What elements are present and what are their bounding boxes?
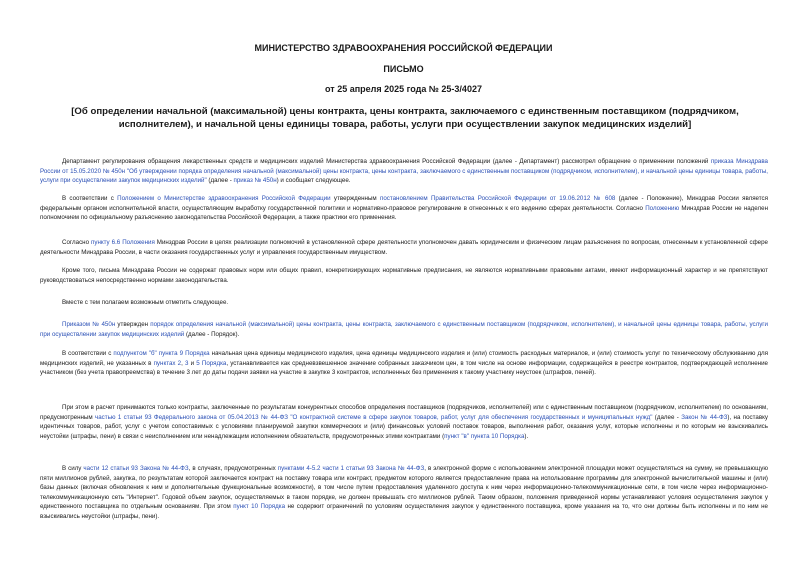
document-link[interactable]: приказа Минздрава России от 15.05.2020 № 450н "Об утверждении порядка определения начальной (максимальной) цены контракта, цены контракта, заключаемого с единственным поставщиком (подрядчиком, исполнителем), и начальной цены единицы товара, работы, услуги при осуществлении закупок медицинских изделий"	[40, 158, 768, 185]
paragraph-text: , устанавливается как средневзвешенное значение собранных заказчиком цен, в том числе на основе информации, содержащейся в реестре контрактов, подтверждающей исполнение участником (без учета правопреемства) в течение 3 лет до даты подачи заявки на участие в закупке 3 контрактов, исполненных без применения к такому участнику неустоек (штрафов, пеней).	[40, 359, 768, 377]
paragraph-text: и	[188, 359, 197, 367]
paragraph-text: (далее - Порядок).	[184, 330, 240, 338]
document-link[interactable]: Положению	[645, 204, 680, 212]
paragraph-3	[40, 238, 768, 257]
paragraph-text: (далее -	[206, 177, 234, 185]
ministry-heading: МИНИСТЕРСТВО ЗДРАВООХРАНЕНИЯ РОССИЙСКОЙ ФЕДЕРАЦИИ	[254, 43, 553, 53]
paragraph-text: Кроме того, письма Минздрава России не содержат правовых норм или общих правил, конкретизирующих нормативные предписания, не являются нормативными правовыми актами, имеют информационный характер и не препятствуют руководствоваться непосредственно нормами законодательства.	[40, 267, 768, 284]
document-link[interactable]: пункт "в" пункта 10 Порядка	[444, 432, 525, 440]
document-title: [Об определении начальной (максимальной) цены контракта, цены контракта, заключаемого с единственным поставщиком (подрядчиком, исполнителем), и начальной цены единицы товара, работы, услуги при осуществлении закупок медицинских изделий]	[71, 106, 739, 130]
paragraph-text: утвержден	[115, 321, 151, 328]
document-link[interactable]: пункт 10 Порядка	[233, 503, 286, 511]
document-link[interactable]: Закон № 44-ФЗ	[681, 413, 728, 421]
paragraph-text: ,	[181, 359, 186, 367]
document-link[interactable]: приказ № 450н	[233, 177, 277, 185]
paragraph-text: Минздрав России не наделен полномочием по официальному разъяснению законодательства Российской Федерации, а также практики его применения.	[40, 204, 768, 222]
date-number-heading: от 25 апреля 2025 года № 25-3/4027	[325, 84, 482, 94]
document-link[interactable]: порядок определения начальной (максимальной) цены контракта, цены контракта, заключаемого с единственным поставщиком (подрядчиком, исполнителем), и начальной цены единицы товара, работы, услуги при осуществлении закупок медицинских изделий	[40, 321, 769, 338]
paragraph-text: ).	[524, 432, 529, 440]
paragraph-text: ) и сообщает следующее.	[276, 177, 351, 185]
paragraph-text: ), на поставку идентичных товаров, работ, услуг с учетом сопоставимых с условиями планируемой закупки коммерческих и (или) финансовых условий поставок товаров, выполнения работ, оказания услуг, которые исполнены и по которым не взыскивались неустойки (штрафы, пени) в связи с неисполнением или ненадлежащим исполнением обязательств, предусмотренных этими контрактами (	[40, 413, 769, 440]
document-link[interactable]: части 12 статьи 93 Закона № 44-ФЗ	[83, 465, 189, 472]
paragraph-text: Согласно	[62, 239, 92, 246]
document-link[interactable]: подпунктом "б" пункта 9 Порядка	[113, 350, 210, 357]
document-link[interactable]: пунктах 2	[153, 359, 182, 367]
paragraph-5	[40, 298, 768, 308]
paragraph-text: утвержденным	[330, 195, 380, 202]
paragraph-text: При этом в расчет принимаются только контракты, заключенные по результатам конкурентных способов определения поставщиков (подрядчиков, исполнителей) или с единственным поставщиком (подрядчиком, исполнителем) по основаниям, предусмотренным	[40, 404, 768, 421]
paragraph-6	[40, 320, 768, 339]
paragraph-text: не содержит ограничений по условиям осуществления закупок у единственного поставщика, кроме указания на то, что они должны быть исполнены и по ним не взыскивались неустойки (штрафы, пени).	[40, 503, 768, 520]
paragraph-2	[40, 194, 768, 223]
paragraph-text: Минздрав России в целях реализации полномочий в установленной сфере деятельности уполномочен давать юридическим и физическим лицам разъяснения по вопросам, отнесенным к установленной сфере деятельности Минздрава России, в части оказания государственных услуг и управления государственным имуществом.	[40, 239, 768, 256]
document-link[interactable]: Приказом № 450н	[62, 321, 116, 328]
paragraph-text: Департамент регулирования обращения лекарственных средств и медицинских изделий Министерства здравоохранения Российской Федерации (далее - Департамент) рассмотрел обращение о применении положений	[62, 158, 711, 165]
document-link[interactable]: Положением о Министерстве здравоохранения Российской Федерации	[117, 195, 331, 202]
paragraph-8	[40, 403, 768, 441]
paragraph-text: , в случаях, предусмотренных	[188, 465, 278, 472]
paragraph-text: (далее - Положение), Минздрав России является федеральным органом исполнительной власти, осуществляющим выработку государственной политики и нормативно-правовое регулирование в отнесенных к его ведению сферах деятельности. Согласно	[40, 195, 769, 212]
document-link[interactable]: постановлением Правительства Российской Федерации от 19.06.2012 № 608	[379, 195, 616, 202]
document-link[interactable]: пункту 6.6 Положения	[91, 239, 155, 246]
paragraph-text: начальная цена единицы медицинского изделия, цена единицы медицинского изделия и (или) стоимость расходных материалов, и (или) стоимость услуг по техническому обслуживанию для медицинских изделий, не указанных в	[40, 350, 769, 367]
paragraph-text: (далее -	[652, 413, 682, 421]
document-link[interactable]: 3	[185, 359, 189, 367]
document-link[interactable]: частью 1 статьи 93 Федерального закона от 05.04.2013 № 44-ФЗ "О контрактной системе в сфере закупок товаров, работ, услуг для обеспечения государственных и муниципальных нужд"	[95, 413, 653, 421]
paragraph-7	[40, 349, 768, 378]
paragraph-text: В силу	[62, 465, 84, 472]
paragraph-9	[40, 464, 768, 522]
document-link[interactable]: пунктами 4-5.2 части 1 статьи 93 Закона № 44-ФЗ	[277, 465, 425, 472]
paragraph-1	[40, 157, 768, 186]
paragraph-text: , в электронной форме с использованием электронной площадки может осуществляться на сумму, не превышающую пяти миллионов рублей, закупка, по результатам которой заключается контракт на поставку товара или контракт, предметом которого является предоставление права на использование программы для электронной вычислительной машины и (или) базы данных (включая обновления к ним и дополнительные функциональные возможности), в том числе путем предоставления удаленного доступа к ним через информационно-телекоммуникационные сети, в том числе через информационно-телекоммуникационную сеть "Интернет". Годовой объем закупок, осуществляемых в таком порядке, не должен превышать сто миллионов рублей. Таким образом, положения приведенной нормы устанавливают условия осуществления закупок у единственного поставщика по отдельным основаниям. При этом	[40, 465, 769, 511]
paragraph-text: В соответствии с	[62, 350, 114, 357]
doc-type-heading: ПИСЬМО	[383, 64, 424, 74]
paragraph-text: Вместе с тем полагаем возможным отметить следующее.	[62, 299, 229, 306]
document-link[interactable]: 5 Порядка	[196, 359, 227, 367]
paragraph-text: В соответствии с	[62, 195, 118, 202]
paragraph-4	[40, 266, 768, 285]
